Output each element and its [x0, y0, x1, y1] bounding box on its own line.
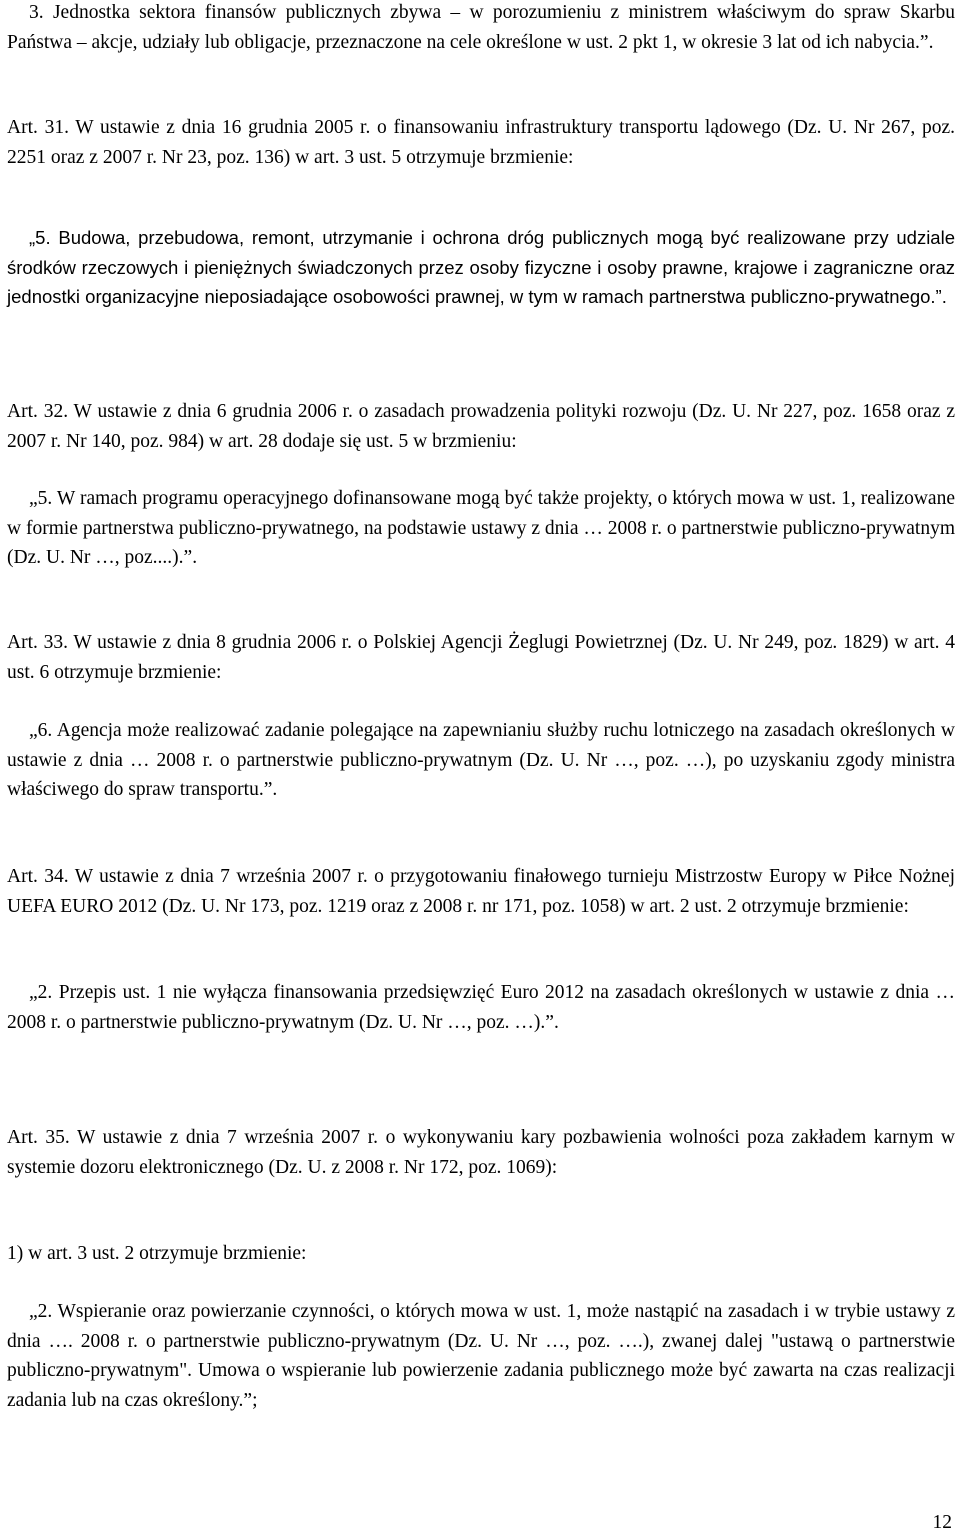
quote-art-35: „2. Wspieranie oraz powierzanie czynności, o których mowa w ust. 1, może nastąpić na zasadach i w trybie ustawy z dnia …. 2008 r. o partnerstwie publiczno-prywatnym (Dz. U. Nr …, poz. ….), zwanej dalej "ustawą o partnerstwie publiczno-prywatnym". Umowa o wspieranie lub powierzenie zadania publicznego może być zawarta na czas realizacji zadania lub na czas określony.”; — [7, 1301, 955, 1411]
quote-art-32: „5. W ramach programu operacyjnego dofinansowane mogą być także projekty, o których mowa w ust. 1, realizowane w formie partnerstwa publiczno-prywatnego, na podstawie ustawy z dnia … 2008 r. o partnerstwie publiczno-prywatnym (Dz. U. Nr …, poz....).”. — [7, 488, 955, 568]
paragraph-art-35: Art. 35. W ustawie z dnia 7 września 2007 r. o wykonywaniu kary pozbawienia wolności poza zakładem karnym w systemie dozoru elektronicznego (Dz. U. z 2008 r. Nr 172, poz. 1069): — [7, 1127, 955, 1178]
paragraph-art-33: Art. 33. W ustawie z dnia 8 grudnia 2006 r. o Polskiej Agencji Żeglugi Powietrznej (Dz. U. Nr 249, poz. 1829) w art. 4 ust. 6 otrzymuje brzmienie: — [7, 632, 955, 683]
page-number: 12 — [932, 1512, 952, 1533]
quote-art-31: „5. Budowa, przebudowa, remont, utrzymanie i ochrona dróg publicznych mogą być realizowane przy udziale środków rzeczowych i pieniężnych świadczonych przez osoby fizyczne i osoby prawne, krajowe i zagraniczne oraz jednostki organizacyjne nieposiadające osobowości prawnej, w tym w ramach partnerstwa publiczno-prywatnego.”. — [7, 227, 955, 307]
paragraph-art-31: Art. 31. W ustawie z dnia 16 grudnia 2005 r. o finansowaniu infrastruktury transportu lądowego (Dz. U. Nr 267, poz. 2251 oraz z 2007 r. Nr 23, poz. 136) w art. 3 ust. 5 otrzymuje brzmienie: — [7, 117, 955, 168]
quote-art-34: „2. Przepis ust. 1 nie wyłącza finansowania przedsięwzięć Euro 2012 na zasadach określonych w ustawie z dnia … 2008 r. o partnerstwie publiczno-prywatnym (Dz. U. Nr …, poz. …).”. — [7, 982, 955, 1033]
point-art-35: 1) w art. 3 ust. 2 otrzymuje brzmienie: — [7, 1243, 307, 1264]
paragraph-art-32: Art. 32. W ustawie z dnia 6 grudnia 2006 r. o zasadach prowadzenia polityki rozwoju (Dz. U. Nr 227, poz. 1658 oraz z 2007 r. Nr 140, poz. 984) w art. 28 dodaje się ust. 5 w brzmieniu: — [7, 401, 955, 452]
paragraph-item-3: 3. Jednostka sektora finansów publicznych zbywa – w porozumieniu z ministrem właściwym do spraw Skarbu Państwa – akcje, udziały lub obligacje, przeznaczone na cele określone w ust. 2 pkt 1, w okresie 3 lat od ich nabycia.”. — [7, 2, 955, 53]
paragraph-art-34: Art. 34. W ustawie z dnia 7 września 2007 r. o przygotowaniu finałowego turnieju Mistrzostw Europy w Piłce Nożnej UEFA EURO 2012 (Dz. U. Nr 173, poz. 1219 oraz z 2008 r. nr 171, poz. 1058) w art. 2 ust. 2 otrzymuje brzmienie: — [7, 866, 955, 917]
quote-art-33: „6. Agencja może realizować zadanie polegające na zapewnianiu służby ruchu lotniczego na zasadach określonych w ustawie z dnia … 2008 r. o partnerstwie publiczno-prywatnym (Dz. U. Nr …, poz. …), po uzyskaniu zgody ministra właściwego do spraw transportu.”. — [7, 720, 955, 800]
